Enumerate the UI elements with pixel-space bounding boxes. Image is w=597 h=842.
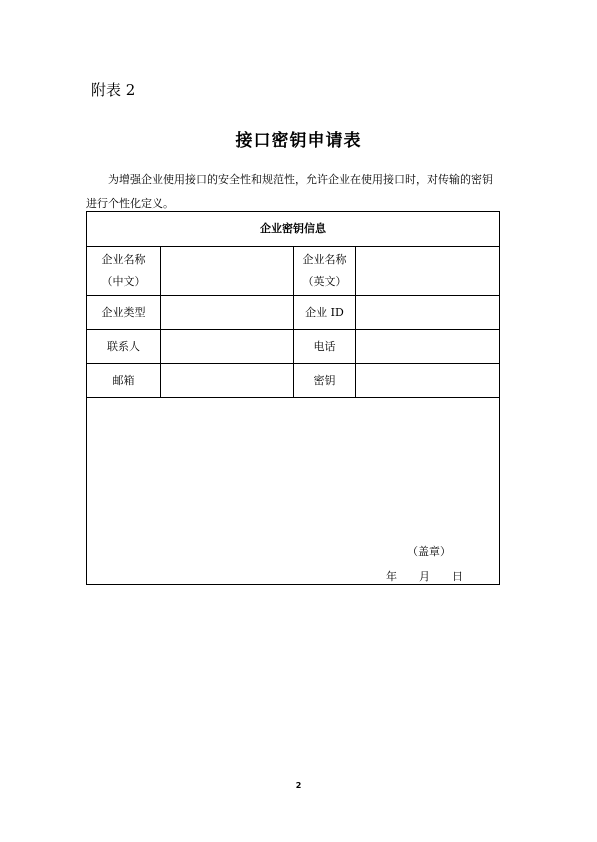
phone-label: 电话: [313, 339, 336, 353]
date-day-label: 日: [452, 570, 463, 583]
stamp-label: （盖章）: [407, 545, 451, 558]
date-month-label: 月: [419, 570, 430, 583]
intro-paragraph: 为增强企业使用接口的安全性和规范性，允许企业在使用接口时，对传输的密钥进行个性化定义。: [86, 173, 493, 210]
company-id-field[interactable]: [356, 296, 499, 329]
contact-field[interactable]: [161, 330, 293, 363]
company-name-cn-label: 企业名称 （中文）: [101, 253, 146, 288]
section-header: 企业密钥信息: [260, 222, 326, 235]
email-label: 邮箱: [112, 373, 135, 387]
company-type-label: 企业类型: [101, 305, 146, 319]
company-name-en-label: 企业名称 （英文）: [302, 253, 347, 288]
email-field[interactable]: [161, 364, 293, 397]
company-id-label: 企业 ID: [305, 305, 344, 319]
key-field[interactable]: [356, 364, 499, 397]
company-name-cn-field[interactable]: [161, 247, 293, 295]
application-form: [86, 211, 500, 585]
page-title: 接口密钥申请表: [235, 131, 362, 151]
row-divider: [87, 397, 499, 398]
appendix-label: 附表 2: [91, 81, 136, 99]
page-number: 2: [295, 781, 302, 790]
company-type-field[interactable]: [161, 296, 293, 329]
contact-label: 联系人: [107, 339, 140, 353]
key-label: 密钥: [313, 373, 336, 387]
phone-field[interactable]: [356, 330, 499, 363]
date-year-label: 年: [386, 570, 397, 583]
company-name-en-field[interactable]: [356, 247, 499, 295]
